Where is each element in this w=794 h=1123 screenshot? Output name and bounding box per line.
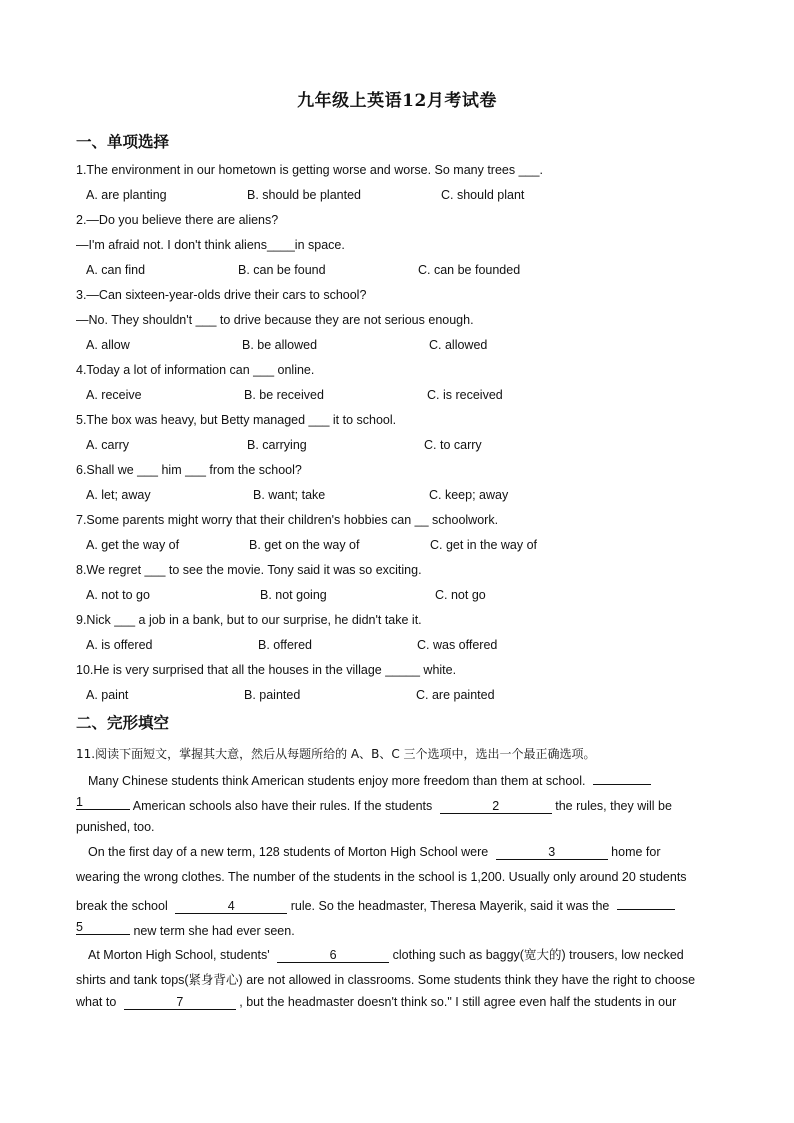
question-4-stem: 4.Today a lot of information can ___ online. [76, 363, 315, 377]
question-3-option-c: C. allowed [429, 338, 488, 352]
question-3-stem-reply: —No. They shouldn't ___ to drive because they are not serious enough. [76, 313, 474, 327]
question-10-option-a: A. paint [86, 688, 129, 702]
passage-text: what to [76, 995, 117, 1009]
question-9-option-b: B. offered [258, 638, 312, 652]
passage-text: American schools also have their rules. If the students [132, 799, 433, 813]
passage-text: , but the headmaster doesn't think so." I still agree even half the students in our [239, 995, 677, 1009]
passage-text: Many Chinese students think American students enjoy more freedom than them at school. [88, 774, 586, 788]
section-heading-single-choice: 一、单项选择 [76, 133, 170, 151]
question-2-stem-reply: —I'm afraid not. I don't think aliens____in space. [76, 238, 345, 252]
passage-line [76, 795, 672, 814]
question-4-option-a: A. receive [86, 388, 142, 402]
question-4-option-b: B. be received [244, 388, 324, 402]
question-7-stem: 7.Some parents might worry that their children's hobbies can __ schoolwork. [76, 513, 499, 527]
question-10-stem: 10.He is very surprised that all the houses in the village _____ white. [76, 663, 457, 677]
blank-number: 2 [492, 799, 500, 813]
question-2-option-c: C. can be founded [418, 263, 521, 277]
question-6-option-c: C. keep; away [429, 488, 509, 502]
passage-line [76, 995, 676, 1010]
question-5-option-c: C. to carry [424, 438, 482, 452]
question-1-option-a: A. are planting [86, 188, 167, 202]
question-6-stem: 6.Shall we ___ him ___ from the school? [76, 463, 302, 477]
section-heading-cloze: 二、完形填空 [76, 714, 170, 732]
question-7-option-b: B. get on the way of [249, 538, 360, 552]
blank-number: 6 [329, 948, 337, 962]
passage-line [76, 920, 295, 938]
question-3-option-b: B. be allowed [242, 338, 318, 352]
question-11-instruction: 11.阅读下面短文，掌握其大意，然后从每题所给的 A、B、C 三个选项中，选出一个最正确选项。 [76, 747, 596, 761]
cloze-blank-6 [277, 948, 389, 963]
question-10-option-b: B. painted [244, 688, 301, 702]
cloze-blank-2 [440, 799, 552, 814]
question-6-option-b: B. want; take [253, 488, 326, 502]
passage-text: On the first day of a new term, 128 students of Morton High School were [88, 845, 489, 859]
question-3-option-a: A. allow [86, 338, 130, 352]
question-9-stem: 9.Nick ___ a job in a bank, but to our surprise, he didn't take it. [76, 613, 422, 627]
passage-line: wearing the wrong clothes. The number of the students in the school is 1,200. Usually only around 20 students [76, 870, 687, 884]
passage-line [76, 895, 675, 914]
question-9-option-c: C. was offered [417, 638, 498, 652]
passage-text: the rules, they will be [555, 799, 672, 813]
page-title: 九年级上英语12月考试卷 [297, 91, 497, 111]
question-2-option-b: B. can be found [238, 263, 326, 277]
passage-text: new term she had ever seen. [133, 924, 295, 938]
cloze-blank [617, 895, 675, 910]
cloze-blank [593, 770, 651, 785]
cloze-blank-5 [76, 920, 130, 935]
passage-text: rule. So the headmaster, Theresa Mayerik, said it was the [290, 899, 610, 913]
question-10-option-c: C. are painted [416, 688, 495, 702]
question-8-stem: 8.We regret ___ to see the movie. Tony said it was so exciting. [76, 563, 422, 577]
question-9-option-a: A. is offered [86, 638, 153, 652]
question-5-option-a: A. carry [86, 438, 130, 452]
cloze-blank-3 [496, 845, 608, 860]
question-8-option-b: B. not going [260, 588, 327, 602]
question-6-option-a: A. let; away [86, 488, 151, 502]
blank-number: 3 [548, 845, 556, 859]
blank-number: 5 [76, 920, 83, 934]
question-4-option-c: C. is received [427, 388, 503, 402]
question-2-stem: 2.—Do you believe there are aliens? [76, 213, 279, 227]
question-3-stem: 3.—Can sixteen-year-olds drive their cars to school? [76, 288, 367, 302]
passage-line: shirts and tank tops(紧身背心) are not allowed in classrooms. Some students think they have the right to choose [76, 973, 696, 987]
passage-line [88, 945, 684, 963]
blank-number: 7 [176, 995, 184, 1009]
blank-number: 4 [227, 899, 235, 913]
question-5-option-b: B. carrying [247, 438, 307, 452]
question-7-option-a: A. get the way of [86, 538, 180, 552]
cloze-blank-7 [124, 995, 236, 1010]
question-1-option-c: C. should plant [441, 188, 525, 202]
blank-number: 1 [76, 795, 83, 809]
question-1-option-b: B. should be planted [247, 188, 361, 202]
cloze-blank-4 [175, 899, 287, 914]
cloze-blank-1 [76, 795, 130, 810]
question-8-option-a: A. not to go [86, 588, 150, 602]
question-2-option-a: A. can find [86, 263, 146, 277]
question-5-stem: 5.The box was heavy, but Betty managed ___ it to school. [76, 413, 397, 427]
passage-text: At Morton High School, students' [88, 948, 270, 962]
question-1-stem: 1.The environment in our hometown is getting worse and worse. So many trees ___. [76, 163, 543, 177]
question-8-option-c: C. not go [435, 588, 486, 602]
passage-text: clothing such as baggy(宽大的) trousers, low necked [392, 948, 684, 962]
passage-line: punished, too. [76, 820, 155, 834]
passage-line [88, 770, 651, 788]
passage-text: home for [611, 845, 661, 859]
passage-line [88, 845, 661, 860]
question-7-option-c: C. get in the way of [430, 538, 538, 552]
passage-text: break the school [76, 899, 168, 913]
